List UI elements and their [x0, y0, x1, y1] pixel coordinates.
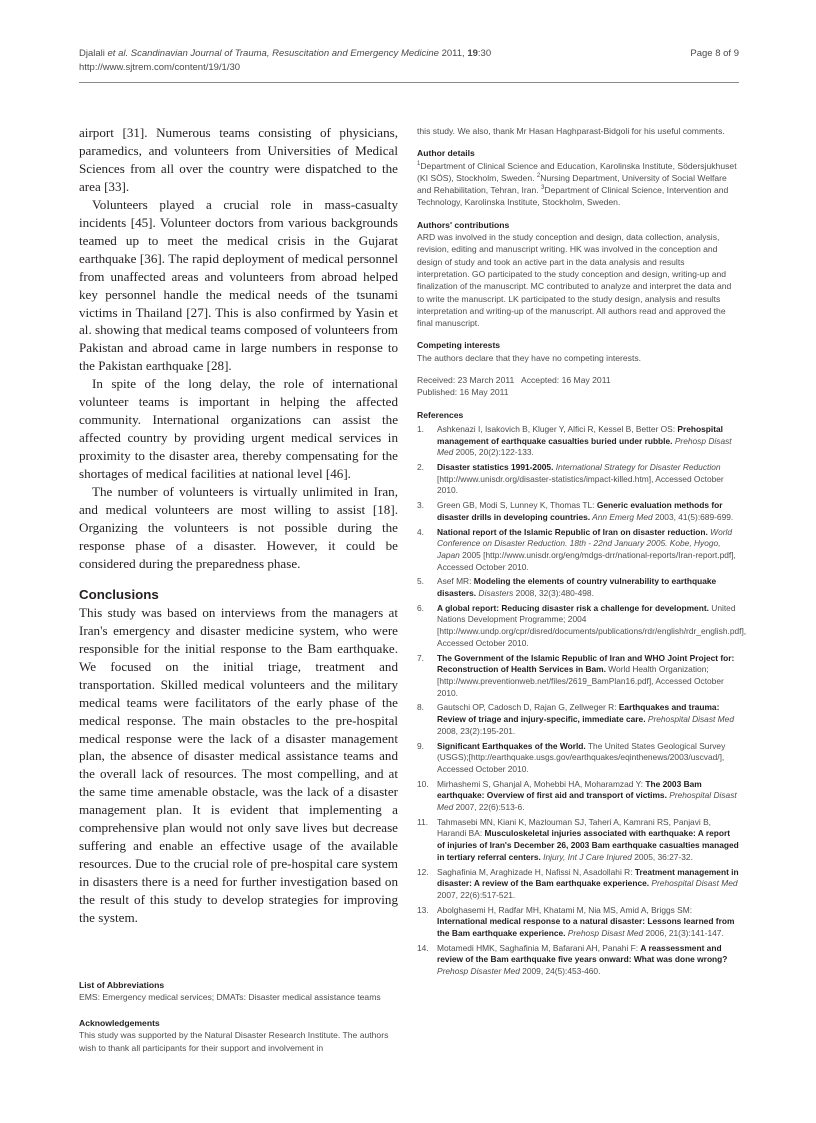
reference-list	[417, 423, 747, 978]
acknowledgements-continued: this study. We also, thank Mr Hasan Haghparast-Bidgoli for his useful comments.	[417, 126, 725, 136]
reference-title: A reassessment and review of the Bam earthquake five years onward: What was done wrong?	[437, 942, 728, 965]
reference-journal: Prehosp Disast Med	[565, 928, 644, 939]
page-number: Page 8 of 9	[690, 48, 739, 59]
reference-journal: Injury, Int J Care Injured	[540, 851, 632, 862]
published-date: Published: 16 May 2011	[417, 387, 509, 398]
reference-details: The United States Geological Survey (USGS);[http://earthquake.usgs.gov/earthquakes/eqinthenews/2003/uscvad/], Accessed October 2010.	[437, 740, 726, 774]
reference-title: National report of the Islamic Republic of Iran on disaster reduction.	[437, 526, 708, 537]
reference-title: International medical response to a natural disaster: Lessons learned from the Bam earthquake experience.	[437, 916, 735, 939]
reference-item	[417, 867, 739, 902]
reference-number: 2.	[417, 462, 424, 473]
acknowledgements-section	[79, 1017, 398, 1054]
competing-interests-text: The authors declare that they have no competing interests.	[417, 352, 642, 363]
affiliation-1-marker: 1	[417, 160, 421, 167]
affiliation-2: Nursing Department, University of Social Welfare and Rehabilitation, Tehran, Iran.	[417, 172, 727, 196]
reference-journal: Prehosp Disast Med	[437, 435, 732, 458]
reference-number: 6.	[417, 602, 424, 613]
reference-title: Musculoskeletal injuries associated with earthquake: A report of injuries of Iran's December 26, 2003 Bam earthquake casualties managed in tertiary referral centers.	[437, 828, 739, 862]
reference-authors: Saghafinia M, Araghizade H, Nafissi N, Asadollahi R:	[437, 866, 635, 877]
references-heading: References	[417, 409, 464, 420]
paragraph-1: airport [31]. Numerous teams consisting of physicians, paramedics, and volunteers from Universities of Medical Sciences from all over the country were dispatched to the area [33].	[79, 125, 398, 194]
reference-title: Generic evaluation methods for disaster drills in developing countries.	[437, 500, 723, 522]
reference-number: 1.	[417, 423, 424, 434]
reference-title: Prehospital management of earthquake casualties buried under rubble.	[437, 423, 723, 446]
reference-title: Modeling the elements of country vulnerability to earthquake disasters.	[437, 576, 717, 599]
reference-details: 2007, 22(6):513-6.	[453, 802, 525, 813]
right-column	[417, 125, 747, 981]
reference-number: 14.	[417, 942, 429, 953]
reference-number: 9.	[417, 740, 424, 751]
reference-item	[417, 424, 739, 459]
reference-item	[417, 817, 739, 864]
reference-journal: Prehosp Disaster Med	[437, 966, 520, 977]
header-url[interactable]: http://www.sjtrem.com/content/19/1/30	[79, 62, 241, 73]
reference-number: 10.	[417, 778, 429, 789]
header-authors: Djalali	[79, 48, 105, 59]
contributions-text: ARD was involved in the study conception and design, data collection, analysis, revision, editing and manuscript writing. HK was involved in the conception and design of study and took an active part in the data analysis and results interpretation. GO participated to the study conception and design, writing-up and finalization of the manuscript. MC contributed to analyze and interpret the data and to write the manuscript. LK participated to the study design, analysis and results interpretation and writing-up of the manuscript. All authors read and approved the final manuscript.	[417, 232, 732, 329]
reference-journal: Ann Emerg Med	[590, 511, 653, 522]
contributions-section	[417, 219, 739, 330]
citation-line	[79, 47, 739, 61]
reference-item	[417, 462, 739, 497]
reference-authors: Ashkenazi I, Isakovich B, Kluger Y, Alfici R, Kessel B, Better OS:	[437, 423, 678, 434]
reference-details: United Nations Development Programme; 2004 [http://www.undp.org/cpr/disred/documents/publications/rdr/english/rdr_english.pdf], Accessed October 2010.	[437, 602, 747, 648]
author-details-text	[417, 160, 739, 209]
reference-number: 12.	[417, 866, 429, 877]
reference-details: 2008, 32(3):480-498.	[513, 588, 594, 599]
affiliation-3: Department of Clinical Science, Intervention and Technology, Karolinska Institute, Stockholm, Sweden.	[417, 185, 729, 208]
reference-number: 5.	[417, 576, 424, 587]
left-column	[79, 124, 398, 927]
paragraph-4: The number of volunteers is virtually unlimited in Iran, and medical volunteers are most willing to assist [18]. Organizing the volunteers is not possible during the response phase of a disaster. However, it could be considered during the preparedness phase.	[79, 484, 398, 571]
reference-authors: Green GB, Modi S, Lunney K, Thomas TL:	[437, 500, 597, 511]
header-article: :30	[477, 48, 492, 59]
conclusions-paragraph: This study was based on interviews from the managers at Iran's emergency and disaster medicine system, who were responsible for the initial response to the Bam earthquake. We focused on the initial triage, treatment and transportation. Skilled medical volunteers and the military medical teams were facilitators of the early phase of the medical response. The main obstacles to the pre-hospital medical response were the lack of a disaster management plan, the absence of disaster medical assistance teams and the overall lack of resources. The most compelling, and at the same time amenable obstacle, was the lack of a disaster management plan. It is evident that implementing a comprehensive plan would not only save lives but decrease suffering and enable an effective usage of the available resources. Due to the crucial role of pre-hospital care system in disasters there is a need for further investigation based on the result of this study to develop strategies for improving the system.	[79, 604, 398, 926]
author-details-section	[417, 147, 739, 208]
reference-journal: Prehospital Disast Med	[437, 790, 737, 813]
reference-item	[417, 702, 739, 737]
conclusions-heading: Conclusions	[79, 586, 159, 602]
reference-title: Disaster statistics 1991-2005.	[437, 462, 554, 473]
reference-item	[417, 653, 739, 700]
author-details-heading: Author details	[417, 148, 475, 159]
competing-interests-section	[417, 339, 739, 364]
reference-authors: Motamedi HMK, Saghafinia M, Bafarani AH, Panahi F:	[437, 942, 641, 953]
reference-details: 2005 [http://www.unisdr.org/eng/mdgs-drr/national-reports/Iran-report.pdf], Accessed October 2010.	[437, 549, 736, 572]
reference-details: 2003, 41(5):689-699.	[652, 511, 734, 522]
reference-journal: Disasters	[476, 588, 514, 599]
reference-authors: Tahmasebi MN, Kiani K, Mazlouman SJ, Taheri A, Kamrani RS, Panjavi B, Harandi BA:	[437, 816, 712, 839]
acknowledgements-text: This study was supported by the Natural Disaster Research Institute. The authors wish to thank all participants for their support and involvement in	[79, 1030, 389, 1053]
reference-title: The 2003 Bam earthquake: Overview of first aid and transport of victims.	[437, 778, 702, 801]
reference-details: 2007, 22(6):517-521.	[437, 889, 516, 900]
reference-authors: Abolghasemi H, Radfar MH, Khatami M, Nia MS, Amid A, Briggs SM:	[437, 904, 693, 915]
header-journal: Scandinavian Journal of Trauma, Resuscitation and Emergency Medicine	[130, 48, 439, 59]
reference-number: 13.	[417, 904, 429, 915]
reference-item	[417, 779, 739, 814]
reference-item	[417, 905, 739, 940]
reference-title: Significant Earthquakes of the World.	[437, 740, 586, 751]
reference-item	[417, 576, 739, 599]
affiliation-1: Department of Clinical Science and Education, Karolinska Institute, Södersjukhuset (KI SÖS), Stockholm, Sweden.	[417, 160, 737, 183]
reference-details: 2008, 23(2):195-201.	[437, 725, 516, 736]
affiliation-2-marker: 2	[536, 173, 541, 180]
header-volume: 19	[467, 48, 478, 59]
reference-journal: Prehospital Disast Med	[649, 878, 738, 889]
abbreviations-heading: List of Abbreviations	[79, 980, 165, 990]
reference-title: Treatment management in disaster: A review of the Bam earthquake experience.	[437, 866, 739, 889]
reference-number: 4.	[417, 526, 424, 537]
reference-authors: Asef MR:	[437, 576, 474, 587]
reference-item	[417, 602, 747, 650]
reference-journal: International Strategy for Disaster Reduction	[553, 462, 721, 473]
abbreviations-section	[79, 979, 398, 1004]
paragraph-2: Volunteers played a crucial role in mass-casualty incidents [45]. Volunteer doctors from various backgrounds teamed up to meet the medical crisis in the Gujarat earthquake [36]. The rapid deployment of medical personnel from unaffected areas and volunteers from abroad helped key personnel handle the medical needs of the tsunami victims in Thailand [27]. This is also confirmed by Yasin et al. showing that medical teams composed of volunteers from Pakistan and abroad came in large numbers in response to the Pakistan earthquake [28].	[79, 196, 398, 374]
reference-details: 2006, 21(3):141-147.	[643, 928, 724, 939]
reference-number: 8.	[417, 702, 424, 713]
reference-details: 2005, 36:27-32.	[631, 851, 693, 862]
paragraph-3: In spite of the long delay, the role of international volunteer teams is important in helping the affected community. International organizations can assist the affected country by providing urgent medical services in proximity to the disaster area, thereby compensating for the shortages of medical facilities at national level [46].	[79, 376, 398, 482]
reference-details: [http://www.unisdr.org/disaster-statistics/impact-killed.htm], Accessed October 2010.	[437, 473, 724, 496]
reference-details: 2009, 24(5):453-460.	[519, 966, 601, 977]
header-rule	[79, 82, 739, 83]
competing-interests-heading: Competing interests	[417, 340, 501, 351]
reference-details: 2005, 20(2):122-133.	[453, 447, 534, 458]
reference-item	[417, 500, 739, 523]
acknowledgements-heading: Acknowledgements	[79, 1018, 160, 1028]
contributions-heading: Authors' contributions	[417, 219, 510, 230]
references-section	[417, 409, 747, 978]
reference-details: World Health Organization;[http://www.preventionweb.net/files/2619_BamPlan16.pdf], Accessed October 2010.	[437, 664, 724, 698]
reference-number: 3.	[417, 500, 424, 511]
running-header	[79, 47, 739, 75]
reference-title: Earthquakes and trauma: Review of triage and injury-specific, immediate care.	[437, 702, 720, 725]
received-accepted-dates: Received: 23 March 2011 Accepted: 16 May 2011	[417, 375, 611, 386]
reference-item	[417, 741, 739, 776]
reference-journal: World Conference on Disaster Reduction. 18th - 22nd January 2005. Kobe, Hyogo, Japan	[437, 526, 733, 560]
reference-journal: Prehospital Disast Med	[645, 714, 734, 725]
reference-number: 7.	[417, 652, 424, 663]
reference-authors: Gautschi OP, Cadosch D, Rajan G, Zellweger R:	[437, 702, 619, 713]
reference-item	[417, 943, 739, 978]
header-year: 2011,	[438, 48, 468, 59]
reference-title: A global report: Reducing disaster risk a challenge for development.	[437, 602, 709, 613]
affiliation-3-marker: 3	[541, 185, 545, 192]
header-etal: et al.	[104, 48, 131, 59]
reference-number: 11.	[417, 816, 429, 827]
dates-section	[417, 374, 739, 399]
abbreviations-text: EMS: Emergency medical services; DMATs: Disaster medical assistance teams	[79, 992, 381, 1003]
reference-authors: Mirhashemi S, Ghanjal A, Mohebbi HA, Moharamzad Y:	[437, 778, 646, 789]
reference-item	[417, 527, 739, 574]
reference-title: The Government of the Islamic Republic of Iran and WHO Joint Project for: Reconstruction of Health Services in Bam.	[437, 652, 735, 675]
